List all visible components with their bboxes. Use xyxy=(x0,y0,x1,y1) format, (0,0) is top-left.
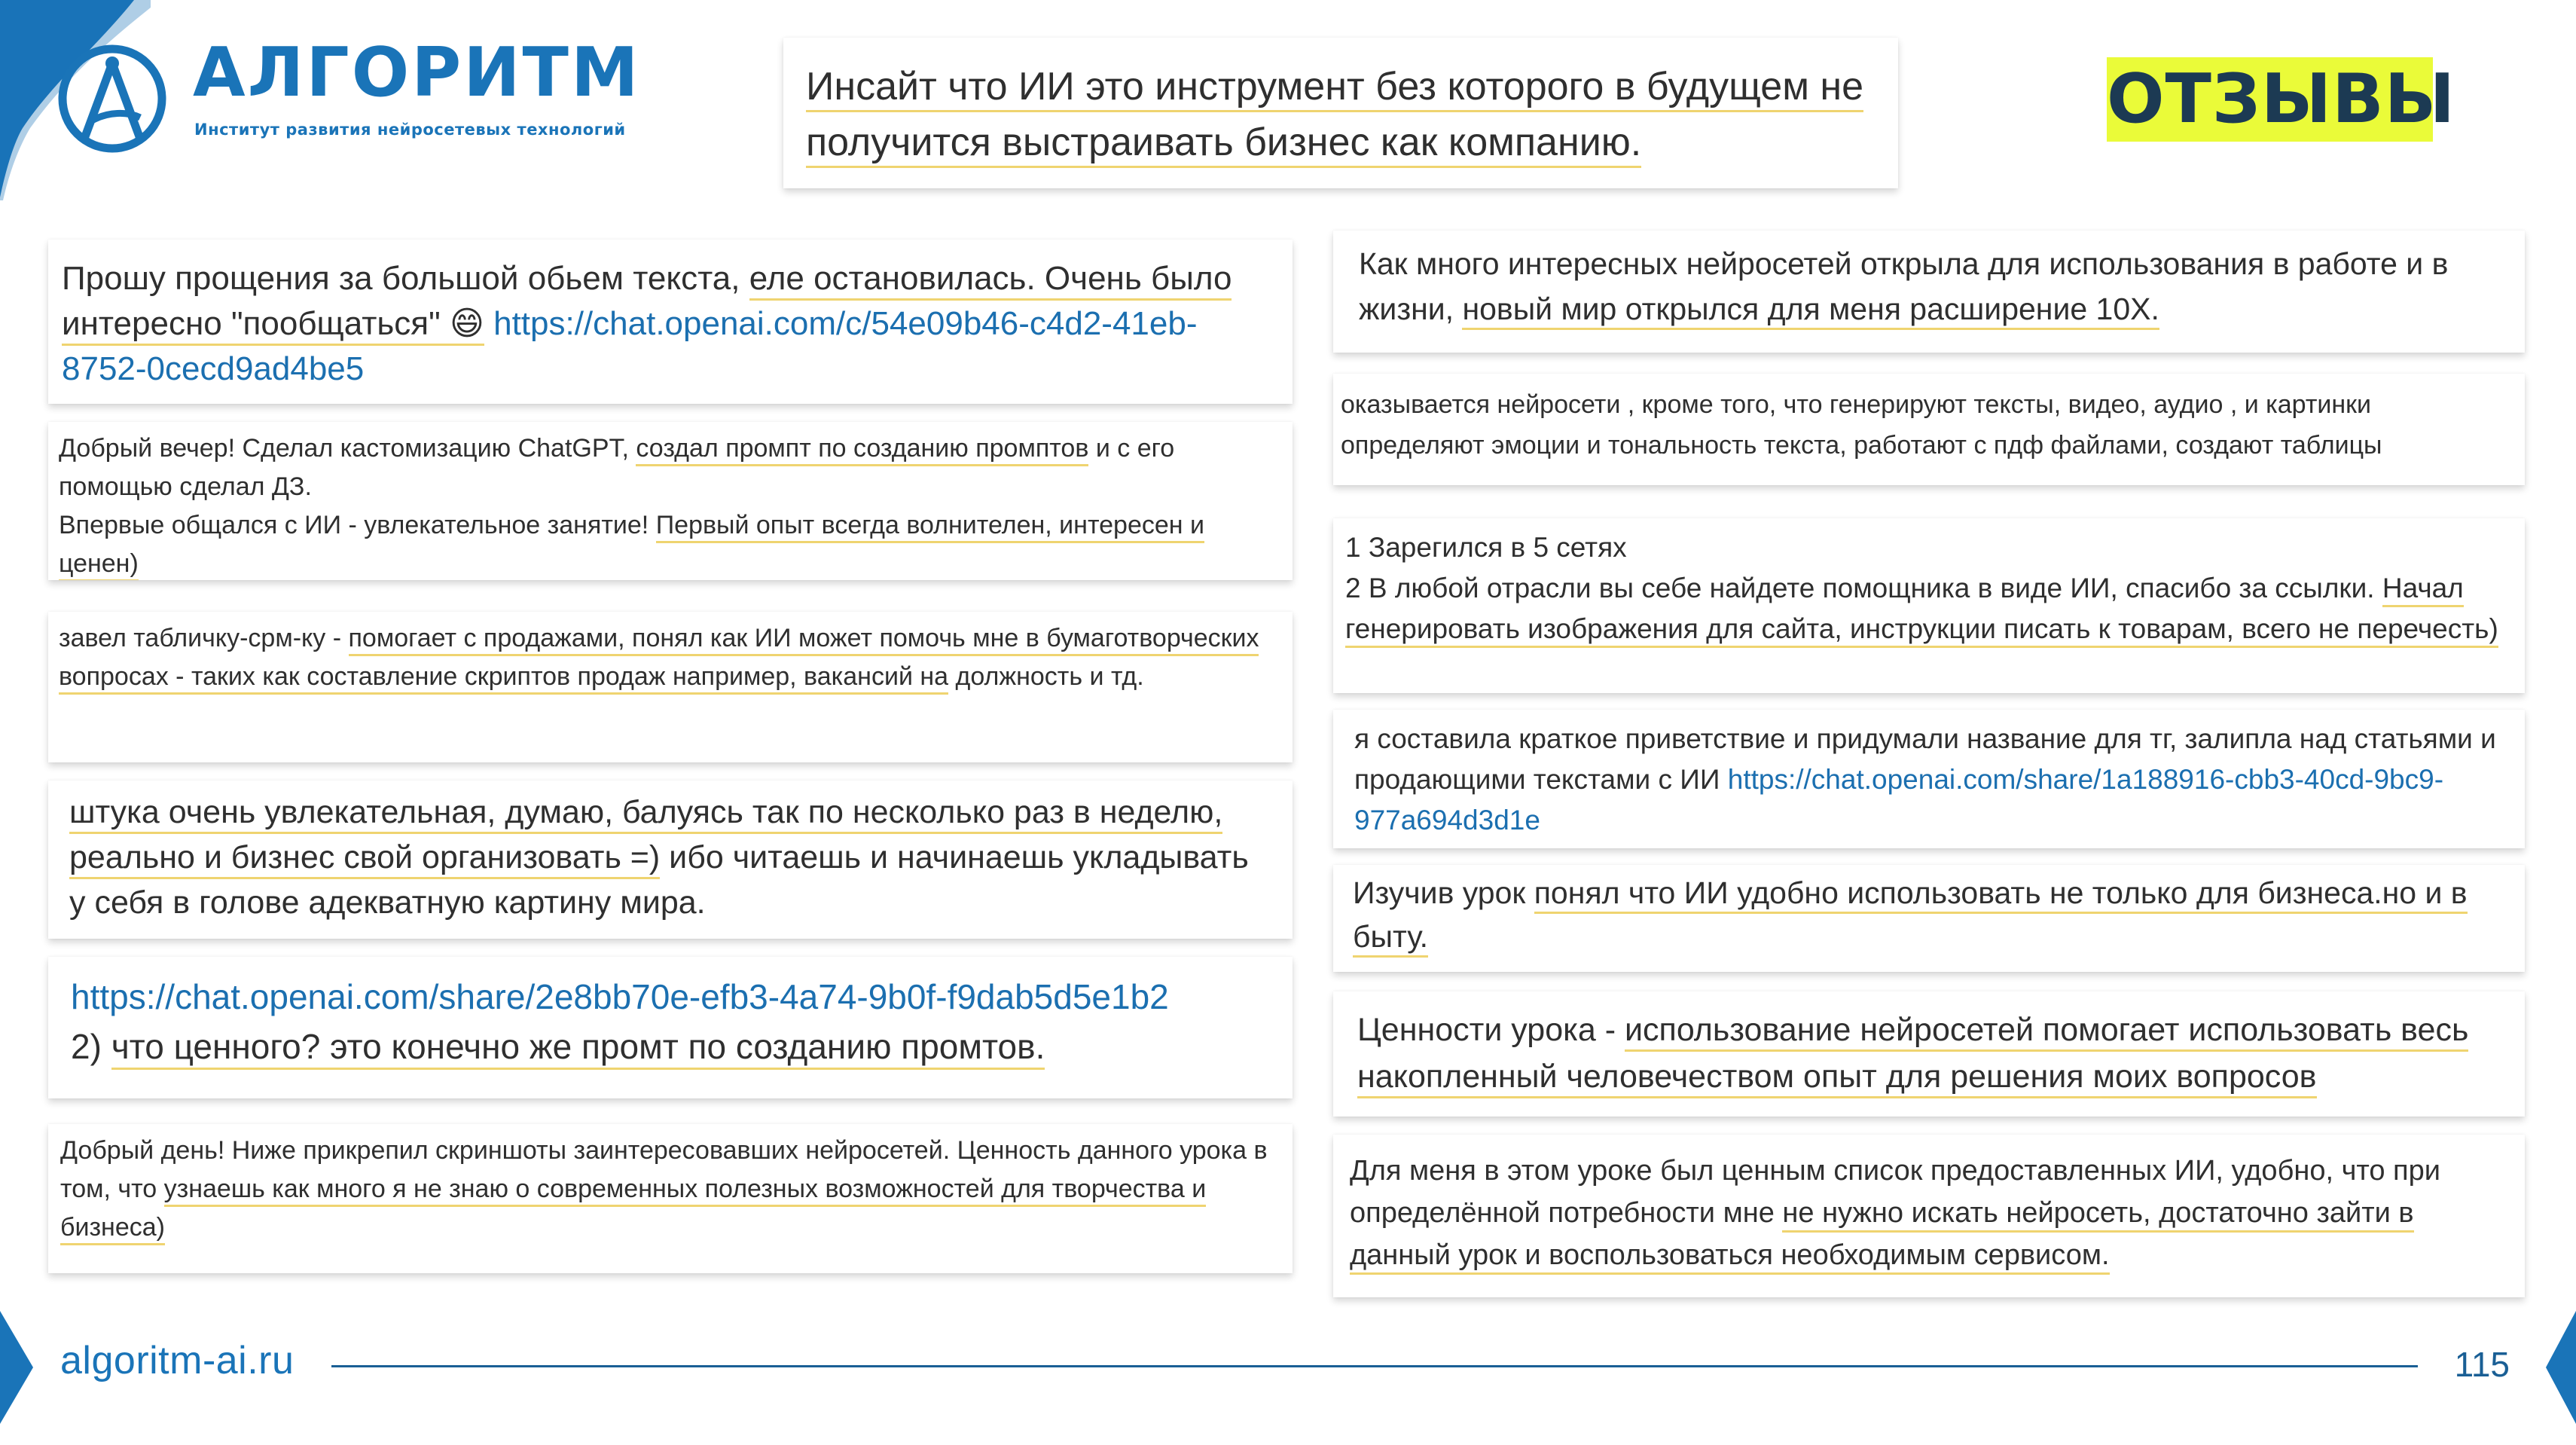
header-quote-card xyxy=(783,38,1898,188)
review-highlight: что ценного? это конечно же промт по созданию промтов. xyxy=(111,1027,1045,1070)
review-highlight: узнаешь как много я не знаю о современных полезных возможностей для творчества и бизнеса) xyxy=(60,1175,1206,1245)
review-card xyxy=(48,1124,1293,1273)
review-text: 2) xyxy=(71,1027,111,1066)
review-card xyxy=(48,957,1293,1098)
chat-link[interactable]: https://chat.openai.com/c/54e09b46-c4d2-41eb-8752-0cecd9ad4be5 xyxy=(62,305,1198,387)
review-text: 1 Зарегился в 5 сетях xyxy=(1345,532,1627,563)
review-text: Добрый вечер! Сделал кастомизацию ChatGPT, xyxy=(59,434,636,463)
review-card: завел табличку-срм-ку - помогает с продажами, понял как ИИ может помочь мне в бумаготворческих вопросах - таких как составление скриптов продаж например, вакансий на должность и тд. xyxy=(48,612,1293,762)
footer-divider xyxy=(331,1365,2418,1367)
review-text: 2 В любой отрасли вы себе найдете помощника в виде ИИ, спасибо за ссылки. xyxy=(1345,573,2382,603)
chat-link[interactable]: https://chat.openai.com/share/1a188916-cbb3-40cd-9bc9-977a694d3d1e xyxy=(1354,764,2444,836)
review-highlight: Начал генерировать изображения для сайта, инструкции писать к товарам, всего не перечесть) xyxy=(1345,573,2498,648)
review-card xyxy=(1333,991,2525,1117)
review-card xyxy=(48,240,1293,404)
review-text: Как много интересных нейросетей открыла для использования в работе и в жизни, xyxy=(1359,246,2449,326)
review-card xyxy=(1333,710,2525,848)
brand-subtitle: Институт развития нейросетевых технологий xyxy=(194,121,626,139)
review-text: Ценности урока - xyxy=(1357,1012,1625,1048)
review-card xyxy=(48,781,1293,939)
review-text: оказывается нейросети , кроме того, что генерируют тексты, видео, аудио , и картинки определяют эмоции и тональность текста, работают с пдф файлами, создают таблицы xyxy=(1341,390,2382,460)
review-highlight: помогает с продажами, понял как ИИ может помочь мне в бумаготворческих вопросах - таких как составление скриптов продаж например, вакансий на xyxy=(59,624,1259,695)
review-highlight: понял что ИИ удобно использовать не только для бизнеса.но и в быту. xyxy=(1353,875,2468,958)
brand-name: АЛГОРИТМ xyxy=(193,33,641,112)
review-highlight: новый мир открылся для меня расширение 10Х. xyxy=(1462,292,2159,330)
review-text: Впервые общался с ИИ - увлекательное занятие! xyxy=(59,511,656,539)
review-text: Прошу прощения за большой обьем текста, xyxy=(62,260,749,297)
algoritm-logo xyxy=(56,42,169,155)
review-text: Для меня в этом уроке был ценным список предоставленных ИИ, удобно, что при определённой потребности мне xyxy=(1350,1155,2440,1229)
review-card xyxy=(1333,1135,2525,1297)
review-card xyxy=(1333,518,2525,693)
header-quote: Инсайт что ИИ это инструмент без которого в будущем не получится выстраивать бизнес как компанию. xyxy=(806,65,1863,168)
chat-link[interactable]: https://chat.openai.com/share/2e8bb70e-efb3-4a74-9b0f-f9dab5d5e1b2 xyxy=(71,977,1169,1016)
review-text: завел табличку-срм-ку - xyxy=(59,624,349,652)
page-title: ОТЗЫВЫ xyxy=(2107,57,2433,142)
review-text: Добрый день! Ниже прикрепил скриншоты заинтересовавших нейросетей. Ценность данного урока в том, что xyxy=(60,1136,1268,1203)
site-url[interactable]: algoritm-ai.ru xyxy=(60,1339,295,1382)
review-highlight: штука очень увлекательная, думаю, балуясь так по несколько раз в неделю, реально и бизнес свой организовать =) xyxy=(69,794,1222,879)
review-card xyxy=(1333,231,2525,353)
review-text: Изучив урок xyxy=(1353,875,1534,910)
review-highlight: еле остановилась. Очень было интересно "пообщаться" 😄 xyxy=(62,260,1232,346)
review-highlight: использование нейросетей помогает использовать весь накопленный человечеством опыт для решения моих вопросов xyxy=(1357,1012,2468,1098)
right-arrow-decoration-icon xyxy=(2546,1311,2576,1424)
page-number: 115 xyxy=(2454,1345,2510,1384)
review-highlight: не нужно искать нейросеть, достаточно зайти в данный урок и воспользоваться необходимым сервисом. xyxy=(1350,1197,2414,1275)
review-card xyxy=(1333,865,2525,972)
review-text: я составила краткое приветствие и придумали название для тг, залипла над статьями и продающими текстами с ИИ xyxy=(1354,723,2496,795)
review-highlight: создал промпт по созданию промптов xyxy=(636,434,1088,466)
review-highlight: Первый опыт всегда волнителен, интересен и ценен) xyxy=(59,511,1204,580)
review-card xyxy=(1333,374,2525,485)
left-arrow-decoration-icon xyxy=(0,1311,33,1424)
review-card: Добрый вечер! Сделал кастомизацию ChatGPT, создал промпт по созданию промптов и с его помощью сделал ДЗ. Впервые общался с ИИ - увлекательное занятие! Первый опыт всегда волнителен, интересен и ценен) xyxy=(48,422,1293,580)
review-text: ибо читаешь и начинаешь укладывать у себя в голове адекватную картину мира. xyxy=(69,839,1249,921)
